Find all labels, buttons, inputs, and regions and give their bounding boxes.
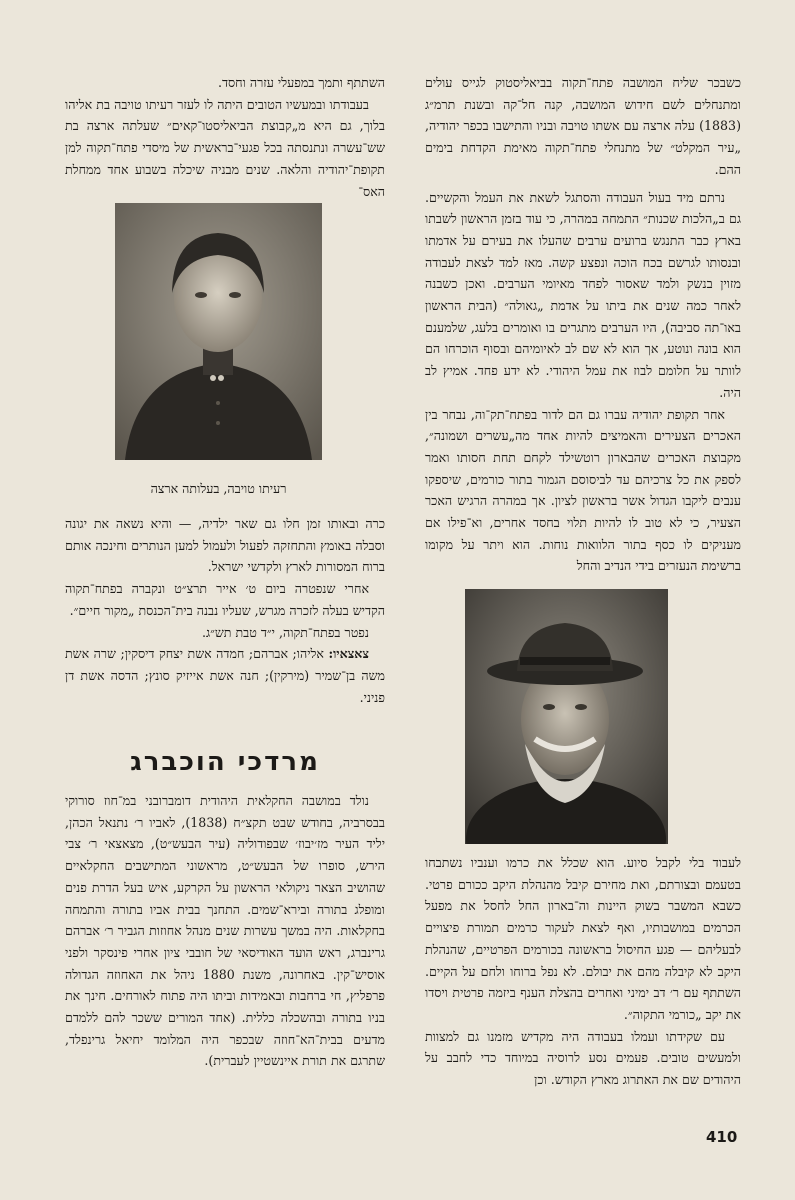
paragraph: אחר תקופת יהודיה עברו גם הם לדור בפתח־תק־וה, נבחר בין האכרים הצעירים והאמיצים להיות אחד מה„עשרים ושמונה״, מקבוצת האכרים שהבארון רוטשילד לקחם תחת חסותו ואמר לספק את כל צרכיהם עד לביסוסם הגמור בתור כורמים, שיספקו ענבים ליקבו הגדול אשר בראשון לציון. אך במהרה הרגיש האכר הצעיר, כי לא טוב לו להיות תלוי בחסד אחרים, וא־פילו אם מעניקים לו כסף בתור הלוואות נוחות. הוא ויתר על מקומו ברשימת הנעזרים בידי הנדיב והחל [425, 406, 741, 574]
right-column-continued [425, 852, 741, 1091]
page-number: 410 [706, 1128, 738, 1146]
left-column-bottom [65, 790, 385, 1072]
paragraph: נולד במושבה החקלאית היהודית דומברובני במ־חוז סורוקי בבסרביה, בחודש שבט תקצ״ח (1838), לאביו ר׳ נתנאל הכהן, יליד העיר מז׳יבוז׳ שבפודוליה (עיר הבעש״ט), מצאצאי ר׳ צבי הירש, סופרו של הבעש״ט, מראשוני המתישבים החקלאיים שהושיב הצאר ניקולאי הראשון על הקרקע, איש בעל הדרת פנים ומופלג בתורה ובירא־שמים. התחנך בבית אביו בתורה והתמחה בחקלאות. היה במשך עשרות שנים מנהל אחוזות הגביר ר׳ אברהם גרינברג, ראש הועד האודיסאי של חובבי ציון אחרי פינסקר ולפני אוסיש־קין. באחרונה, משנת 1880 ניהל את האחוזה הגדולה פרפליץ, חי ברחבות ובאמידות וביתו היה פתוח לאורחים. חינך את בניו בתורה ובהשכלה כללית. (אחד המורים ששכר להם ללמדם מדעים בבית־הא־חוזה שבכפר היה המלומד יחיאל גרינפלד, שתרגם את תורת איינשטיין לעברית). [65, 793, 385, 1069]
paragraph: עם שקידתו ועמלו בעבודה היה מקדיש מזמנו גם למצוות ולמעשים טובים. פעמים נסע לרוסיה במיוחד כדי לחבב על היהודים שם את האתרוג מארץ הקודש. וכן [425, 1028, 741, 1088]
section-title: מרדכי הוכברג [130, 747, 320, 777]
paragraph: כשבכר שליח המושבה פתח־תקוה בביאליסטוק לגייס עולים ומתנחלים לשם חידוש המושבה, קנה חל־קה ובשנת תרמ״ג (1883) עלה ארצה עם אשתו טויבה ובניו והתישבו בכפר יהודיה, „עיר המקלט״ של מתנחלי פתח־תקוה מאימת הקדחת בימים ההם. [425, 75, 741, 177]
paragraph: כרה ובאותו זמן חלו גם שאר ילדיה, — והיא נשאה את יגונה וסבלה באומץ והתחזקה לפעול ולעמול למען הנותרים וחינכה אותם ברוח המסורות לארץ ולקדשי ישראל. [65, 516, 385, 575]
paragraph: לעבוד בלי לקבל סיוע. הוא שכלל את כרמו וענביו נשתבחו בטעמם ובצורתם, ואת מחירם קיבל מהנהלת היקב ככורם פרטי. כשבא המשבר בשוק היינות וה־בארון החל לחסל את מפעל הכרמים במושבותיו, ואף לצאת לעקור כרמים תמורת פיצויים לבעליהם — פגע החיסול בראשונה בכורמים הפרטיים, שהנהלת היקב לא קיבלה מהם את יבולם. לא נפל ברוחו ולחם על הקיים. השתתף עם ר׳ דב ימיני ואחרים בהצלת הענף ביזמה פרטית ויסדו את יקב „כורמי התקוה״. [425, 855, 741, 1022]
descendants-text: אליהו; אברהם; חמדה אשת יצחק דיסקין; שרה אשת משה בן־שמיר (מירקין); חנה אשת אייזיק סונץ; הדסה אשת דן פניני. [65, 646, 385, 705]
paragraph: אחרי שנפטרה ביום ט׳ אייר תרצ״ט ונקברה בפתח־תקוה הקדיש בעלה לזכרה מגרש, שעליו נבנה בית־הכנסת „מקור חיים״. [65, 581, 385, 618]
descendants-label: צאצאיו: [328, 646, 369, 662]
left-column-middle [65, 513, 385, 708]
paragraph: השתתף ותמך במפעלי עזרה וחסד. [217, 75, 385, 90]
paragraph: נרתם מיד בעול העבודה והסתגל לשאת את העמל והקשיים. גם ב„הלכות שכנות״ התמחה במהרה, כי עוד בזמן הראשון לשבתו בארץ כבר התנגש ברועים ערבים שהעלו את בעירם על אדמתו ובנסותו לגרשם בכח הוכה ונפצע קשה. מאז למד לצאת לעבודה מזוין בנשק ולמד שאסור לפחד מאיומי הערבים. ואכן כשבנה לאחר כמה שנים את ביתו על אדמת „גאולה״ (הבית הראשון באו־תה סביבה), היו הערבים מתגרים בו ואומרים בלעג, שלמענם הוא בונה ונוטע, אך הוא לא שם לב לאיומיהם ובסוף הוכרחו הם לוותר על חלומם לבוז את עמל היהודי. לא ידע פחד. אמיץ לב היה. [425, 189, 741, 400]
portrait-photo-man [465, 589, 668, 844]
descendants [65, 643, 385, 708]
paragraph: נפטר בפתח־תקוה, י״ד טבת תש״ג. [201, 624, 369, 640]
portrait-photo-woman [115, 203, 322, 460]
right-column [425, 72, 741, 577]
photo-caption: רעיתו טויבה, בעלותה ארצה [150, 481, 287, 496]
paragraph: בעבודתו ובמעשיו הטובים היתה לו לעזר רעיתו טויבה בת אליהו בלוך, גם היא מ„קבוצת הביאליסטו־קאים״ שעלתה ארצה בת שש־עשרה ונתנסתה בכל פגעי־בראשית של מיסדי פתח־תקוה למן תקופת־יהודיה והלאה. שנים מבניה שיכלה בשבוע אחד ממחלת האס־ [65, 96, 385, 199]
left-column [65, 72, 385, 202]
